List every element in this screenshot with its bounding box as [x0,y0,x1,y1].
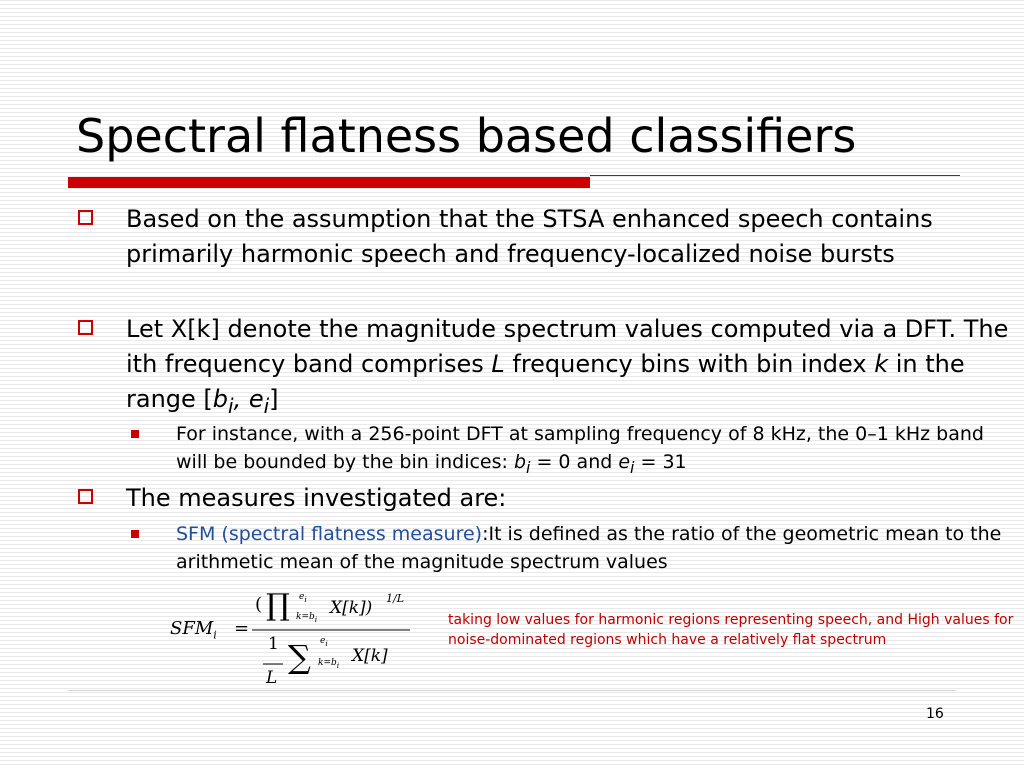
hollow-square-bullet-icon [78,320,93,335]
sfm-formula [160,590,430,700]
denominator-one: 1 [268,634,279,654]
title-underline-thin [590,175,960,176]
numerator-exponent: 1/L [386,592,405,605]
product-upper-limit: $e_i$ [299,592,307,604]
page-number: 16 [926,706,944,722]
sfm-term: SFM (spectral flatness measure) [176,523,483,545]
numerator-term: X[k]) [330,598,373,618]
hollow-square-bullet-icon [78,489,93,504]
sub-bullet-dft-example: For instance, with a 256-point DFT at sampling frequency of 8 kHz, the 0–1 kHz band will be bounded by the bin indices: $b_i = 0$ and $e_i = 31$ [176,423,984,477]
sfm-lhs: $SFM_i$ [170,618,217,642]
filled-square-bullet-icon [131,430,139,438]
sum-upper-limit: $e_i$ [320,636,328,648]
product-icon: ∏ [266,588,290,623]
summation-icon: ∑ [288,638,311,676]
denominator-L: L [266,668,278,688]
footer-divider [68,690,956,691]
title-underline-thick [68,177,590,188]
sfm-interpretation-note: taking low values for harmonic regions representing speech, and High values for noise-dominated regions which have a relatively flat spectrum [448,612,1014,648]
slide-title: Spectral flatness based classifiers [76,109,857,163]
denominator-term: X[k] [352,646,388,666]
open-paren: ( [255,594,263,615]
bullet-assumption: Based on the assumption that the STSA enhanced speech contains primarily harmonic speech and frequency-localized noise bursts [126,205,933,268]
hollow-square-bullet-icon [78,210,93,225]
sub-bullet-sfm-definition: SFM (spectral flatness measure):It is defined as the ratio of the geometric mean to the arithmetic mean of the magnitude spectrum values [176,523,1002,573]
bullet-measures: The measures investigated are: [126,484,507,512]
bullet-dft-definition: Let X[k] denote the magnitude spectrum values computed via a DFT. The ith frequency band comprises L frequency bins with bin index k in the range [$b_i$, $e_i$] [126,315,1009,418]
sum-lower-limit: $k=b_i$ [318,658,340,670]
product-lower-limit: $k=b_i$ [296,612,318,624]
filled-square-bullet-icon [131,530,139,538]
equals-sign: = [234,618,250,639]
